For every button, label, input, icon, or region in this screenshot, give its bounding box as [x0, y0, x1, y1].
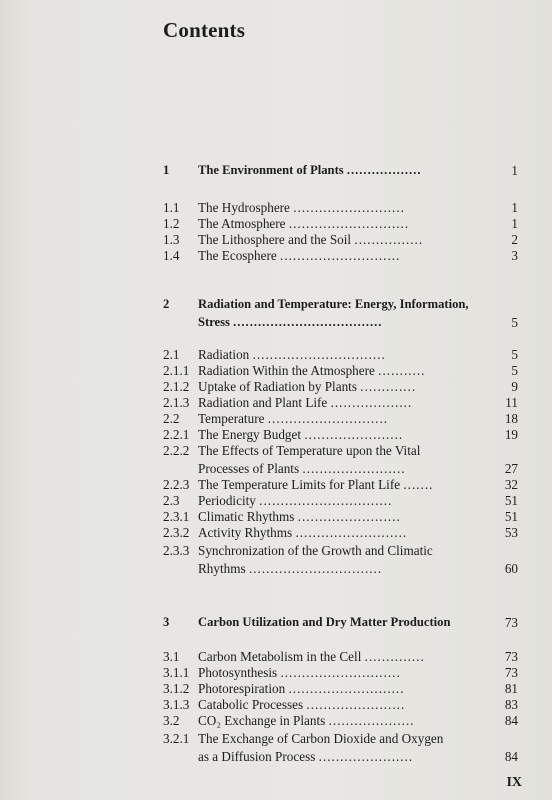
entry-page-number: 3 — [511, 248, 518, 263]
entry-page-number: 19 — [504, 427, 518, 442]
entry-page-number: 84 — [504, 713, 518, 728]
toc-entry — [0, 542, 552, 559]
entry-page-number: 11 — [505, 395, 518, 410]
entry-number: 3.1.3 — [163, 697, 190, 712]
toc-entry — [0, 560, 552, 577]
toc-entry — [0, 712, 552, 729]
entry-number: 3.2 — [163, 713, 180, 728]
entry-title-text: Photosynthesis — [198, 665, 278, 680]
entry-page-number: 73 — [504, 665, 518, 680]
entry-title — [198, 247, 476, 264]
leader-dots: ........................ — [297, 509, 401, 524]
entry-title — [198, 378, 476, 395]
toc-entry — [0, 247, 552, 264]
leader-dots: ........................ — [302, 461, 406, 476]
entry-title-text: Catabolic Processes — [198, 697, 304, 712]
entry-title — [198, 426, 476, 443]
toc-entry — [0, 476, 552, 493]
leader-dots: ............................ — [288, 216, 410, 231]
entry-title — [198, 314, 476, 331]
entry-title-text: Periodicity — [198, 493, 256, 508]
entry-title-text: The Atmosphere — [198, 216, 286, 231]
entry-title — [198, 362, 476, 379]
entry-page-number: 53 — [504, 525, 518, 540]
entry-page-number: 73 — [504, 649, 518, 664]
entry-title — [198, 524, 476, 541]
entry-title-text: The Exchange of Carbon Dioxide and Oxygen — [198, 731, 444, 746]
entry-title — [198, 476, 476, 493]
leader-dots: .................................... — [233, 315, 383, 329]
entry-page-number: 84 — [504, 749, 518, 764]
leader-dots: ............................... — [259, 493, 393, 508]
toc-entry — [0, 664, 552, 681]
entry-number: 2.1.2 — [163, 379, 190, 394]
toc-entry — [0, 442, 552, 459]
entry-number: 2.1.3 — [163, 395, 190, 410]
entry-page-number: 5 — [511, 363, 518, 378]
entry-page-number: 1 — [511, 200, 518, 215]
entry-title-text: Activity Rhythms — [198, 525, 293, 540]
entry-title-text: Carbon Metabolism in the Cell — [198, 649, 362, 664]
entry-title-text: The Effects of Temperature upon the Vital — [198, 443, 421, 458]
leader-dots: ....................... — [306, 697, 406, 712]
toc-entry — [0, 748, 552, 765]
leader-dots: ....... — [403, 477, 434, 492]
leader-dots: ....................... — [304, 427, 404, 442]
entry-number: 2.2.3 — [163, 477, 190, 492]
entry-title — [198, 664, 476, 681]
entry-title — [198, 346, 476, 363]
entry-number: 1.3 — [163, 232, 180, 247]
leader-dots: ................ — [354, 232, 424, 247]
entry-number: 2 — [163, 297, 170, 311]
entry-title-text: Radiation — [198, 347, 250, 362]
leader-dots: ................... — [330, 395, 413, 410]
entry-page-number: 1 — [511, 216, 518, 231]
entry-page-number: 9 — [511, 379, 518, 394]
entry-number: 1.4 — [163, 248, 180, 263]
toc-entry — [0, 378, 552, 395]
entry-title — [198, 648, 476, 665]
entry-title — [198, 492, 476, 509]
entry-page-number: 73 — [504, 615, 518, 630]
entry-number: 2.2 — [163, 411, 180, 426]
entry-title-text: Temperature — [198, 411, 265, 426]
entry-page-number: 60 — [504, 561, 518, 576]
entry-title — [198, 748, 476, 765]
leader-dots: ........................... — [288, 681, 405, 696]
entry-title — [198, 231, 476, 248]
leader-dots: .................... — [328, 713, 415, 728]
entry-page-number: 1 — [511, 163, 518, 178]
leader-dots: .................. — [346, 163, 422, 177]
entry-title — [198, 730, 476, 747]
entry-title — [198, 712, 476, 729]
toc-entry — [0, 680, 552, 697]
entry-number: 3 — [163, 615, 170, 629]
entry-title-text: Uptake of Radiation by Plants — [198, 379, 357, 394]
entry-number: 1.1 — [163, 200, 180, 215]
entry-number: 1 — [163, 163, 170, 177]
entry-page-number: 5 — [511, 315, 518, 330]
contents-heading: Contents — [163, 18, 246, 42]
entry-page-number: 18 — [504, 411, 518, 426]
leader-dots: ...................... — [318, 749, 414, 764]
entry-title — [198, 614, 476, 631]
toc-entry — [0, 508, 552, 525]
entry-title-text: Synchronization of the Growth and Climatic — [198, 543, 433, 558]
page-folio: IX — [506, 775, 522, 790]
toc-entry — [0, 215, 552, 232]
entry-title-text: The Ecosphere — [198, 248, 277, 263]
toc-chapter-entry — [0, 296, 552, 313]
entry-title-text: The Energy Budget — [198, 427, 302, 442]
entry-page-number: 83 — [504, 697, 518, 712]
toc-entry — [0, 524, 552, 541]
leader-dots: .............. — [364, 649, 425, 664]
entry-page-number: 81 — [504, 681, 518, 696]
entry-title-text: The Lithosphere and the Soil — [198, 232, 352, 247]
toc-chapter-entry — [0, 162, 552, 179]
entry-number: 3.1 — [163, 649, 180, 664]
entry-page-number: 27 — [504, 461, 518, 476]
leader-dots: .......................... — [295, 525, 408, 540]
leader-dots: ........... — [378, 363, 426, 378]
entry-title — [198, 460, 476, 477]
toc-entry — [0, 492, 552, 509]
toc-chapter-entry — [0, 314, 552, 331]
entry-title-text: CO₂ Exchange in Plants — [198, 713, 326, 728]
entry-title-text: The Temperature Limits for Plant Life — [198, 477, 401, 492]
entry-title-text: Radiation and Temperature: Energy, Information, — [198, 297, 469, 311]
entry-title — [198, 508, 476, 525]
entry-title — [198, 215, 476, 232]
entry-number: 2.3.2 — [163, 525, 190, 540]
entry-title-text: Processes of Plants — [198, 461, 300, 476]
toc-entry — [0, 410, 552, 427]
entry-title — [198, 680, 476, 697]
entry-title-text: Rhythms — [198, 561, 246, 576]
entry-title — [198, 394, 476, 411]
entry-number: 2.3 — [163, 493, 180, 508]
toc-entry — [0, 199, 552, 216]
entry-page-number: 51 — [504, 509, 518, 524]
entry-number: 2.2.1 — [163, 427, 190, 442]
entry-page-number: 5 — [511, 347, 518, 362]
entry-number: 2.3.1 — [163, 509, 190, 524]
toc-entry — [0, 648, 552, 665]
entry-title — [198, 296, 476, 313]
entry-title-text: as a Diffusion Process — [198, 749, 316, 764]
entry-title-text: Carbon Utilization and Dry Matter Production — [198, 615, 451, 629]
leader-dots: ............................ — [280, 248, 401, 263]
leader-dots: ............................ — [280, 665, 401, 680]
entry-number: 2.3.3 — [163, 543, 190, 558]
entry-number: 2.1.1 — [163, 363, 190, 378]
entry-title — [198, 162, 476, 179]
entry-page-number: 32 — [504, 477, 518, 492]
entry-number: 3.2.1 — [163, 731, 190, 746]
toc-entry — [0, 696, 552, 713]
entry-title-text: The Hydrosphere — [198, 200, 290, 215]
toc-chapter-entry — [0, 614, 552, 631]
entry-number: 2.2.2 — [163, 443, 190, 458]
entry-number: 1.2 — [163, 216, 180, 231]
leader-dots: ............................... — [248, 561, 383, 576]
toc-entry — [0, 231, 552, 248]
entry-number: 3.1.1 — [163, 665, 190, 680]
entry-number: 3.1.2 — [163, 681, 190, 696]
leader-dots: ............. — [360, 379, 417, 394]
toc-entry — [0, 460, 552, 477]
entry-title — [198, 696, 476, 713]
entry-title-text: Radiation and Plant Life — [198, 395, 328, 410]
entry-title-text: Photorespiration — [198, 681, 286, 696]
toc-entry — [0, 346, 552, 363]
leader-dots: ............................... — [252, 347, 386, 362]
entry-title — [198, 442, 476, 459]
entry-page-number: 2 — [511, 232, 518, 247]
entry-page-number: 51 — [504, 493, 518, 508]
toc-entry — [0, 730, 552, 747]
leader-dots: .......................... — [293, 200, 405, 215]
entry-title — [198, 199, 476, 216]
entry-title-text: Climatic Rhythms — [198, 509, 295, 524]
toc-entry — [0, 394, 552, 411]
entry-title — [198, 410, 476, 427]
leader-dots: ............................ — [267, 411, 389, 426]
entry-title — [198, 560, 476, 577]
entry-title — [198, 542, 476, 559]
entry-number: 2.1 — [163, 347, 180, 362]
entry-title-text: Stress — [198, 315, 230, 329]
toc-entry — [0, 362, 552, 379]
entry-title-text: The Environment of Plants — [198, 163, 344, 177]
toc-entry — [0, 426, 552, 443]
entry-title-text: Radiation Within the Atmosphere — [198, 363, 375, 378]
